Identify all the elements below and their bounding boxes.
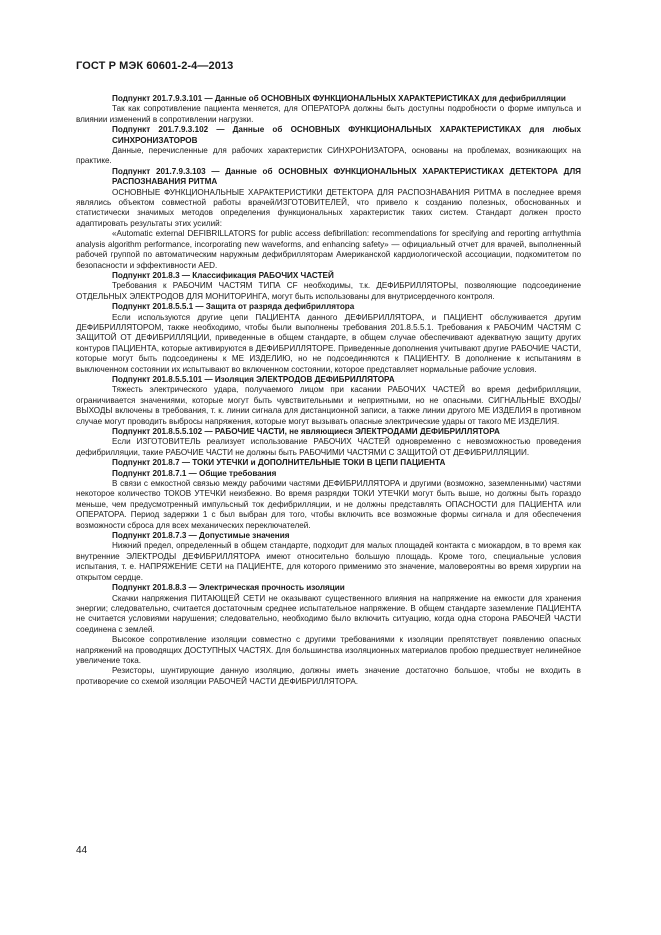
- body-paragraph: Если используются другие цепи ПАЦИЕНТА данного ДЕФИБРИЛЛЯТОРА, и ПАЦИЕНТ обслуживается другим ДЕФИБРИЛЛЯТОРОМ, также необходимо, чтобы были выполнены требования 201.8.5.5.1. Требования к РАБОЧИМ ЧАСТЯМ С ЗАЩИТОЙ ОТ ДЕФИБРИЛЛЯЦИИ, приведенные в общем стандарте, в общем случае обеспечивают адекватную защиту других контуров ПАЦИЕНТА, которые активируются в ДЕФИБРИЛЛЯТОРЕ. Приведенные дополнения учитывают другие РАБОЧИЕ ЧАСТИ, которые могут быть подсоединены к МЕ ИЗДЕЛИЮ, но не подсоединяются к ПАЦИЕНТУ. В дополнение к испытаниям в выключенном состоянии их испытывают во включенном состоянии, которое представляет нормальные рабочие условия.: [76, 312, 581, 374]
- subclause-heading: Подпункт 201.8.7 — ТОКИ УТЕЧКИ и ДОПОЛНИТЕЛЬНЫЕ ТОКИ В ЦЕПИ ПАЦИЕНТА: [112, 458, 446, 468]
- page-number: 44: [76, 845, 88, 856]
- subclause-heading: Подпункт 201.8.5.5.102 — РАБОЧИЕ ЧАСТИ, не являющиеся ЭЛЕКТРОДАМИ ДЕФИБРИЛЛЯТОРА: [112, 427, 500, 436]
- body-paragraph: Так как сопротивление пациента меняется, для ОПЕРАТОРА должны быть доступны подробности о форме импульса и влиянии изменений в сопротивлении нагрузки.: [76, 104, 581, 124]
- body-paragraph: ОСНОВНЫЕ ФУНКЦИОНАЛЬНЫЕ ХАРАКТЕРИСТИКИ ДЕТЕКТОРА ДЛЯ РАСПОЗНАВАНИЯ РИТМА в последнее время являлись объектом совместной работы врачей/ИЗГОТОВИТЕЛЕЙ, что привело к созданию полезных, обоснованных и статистически значимых методов определения функциональных характеристик таких систем. Стандарт должен просто адаптировать результаты этих усилий:: [76, 187, 581, 228]
- subclause-heading: Подпункт 201.7.9.3.102 — Данные об ОСНОВНЫХ ФУНКЦИОНАЛЬНЫХ ХАРАКТЕРИСТИКАХ для любых СИНХРОНИЗАТОРОВ: [112, 125, 581, 145]
- body-paragraph: Скачки напряжения ПИТАЮЩЕЙ СЕТИ не оказывают существенного влияния на напряжение на емкости для хранения энергии; следовательно, считается достаточным среднее испытательное напряжение. В общем стандарте заземление ПАЦИЕНТА не считается условиями нарушения; следовательно, необходимо было включить ситуацию, когда одна сторона РАБОЧЕЙ ЧАСТИ соединена с землей.: [76, 593, 581, 634]
- body-paragraph: Резисторы, шунтирующие данную изоляцию, должны иметь значение достаточно большое, чтобы не входить в противоречие со схемой изоляции РАБОЧЕЙ ЧАСТИ ДЕФИБРИЛЛЯТОРА.: [76, 666, 581, 686]
- subclause-heading: Подпункт 201.8.3 — Классификация РАБОЧИХ ЧАСТЕЙ: [112, 270, 334, 280]
- body-paragraph: Если ИЗГОТОВИТЕЛЬ реализует использование РАБОЧИХ ЧАСТЕЙ одновременно с невозможностью проведения дефибрилляции, такие РАБОЧИЕ ЧАСТИ не должны быть РАБОЧИМИ ЧАСТЯМИ С ЗАЩИТОЙ ОТ ДЕФИБРИЛЛЯЦИИ.: [76, 437, 581, 457]
- body-text: [76, 94, 581, 687]
- subclause-heading: Подпункт 201.8.7.3 — Допустимые значения: [112, 531, 290, 541]
- subclause-heading: Подпункт 201.8.8.3 — Электрическая прочность изоляции: [112, 583, 345, 593]
- subclause-heading: Подпункт 201.8.7.1 — Общие требования: [112, 468, 277, 478]
- body-paragraph: Высокое сопротивление изоляции совместно с другими требованиями к изоляции препятствует появлению опасных напряжений на проводящих ДОСТУПНЫХ ЧАСТЯХ. Для большинства изоляционных материалов пробою предшествует нелинейное увеличение тока.: [76, 635, 581, 665]
- body-paragraph: Требования к РАБОЧИМ ЧАСТЯМ ТИПА CF необходимы, т.к. ДЕФИБРИЛЛЯТОРЫ, позволяющие подсоединение ОТДЕЛЬНЫХ ЭЛЕКТРОДОВ ДЛЯ МОНИТОРИНГА, могут быть использованы для внутрисердечного контроля.: [76, 281, 581, 301]
- subclause-heading: Подпункт 201.8.5.5.1 — Защита от разряда дефибриллятора: [112, 302, 355, 312]
- body-paragraph: В связи с емкостной связью между рабочими частями ДЕФИБРИЛЛЯТОРА и другими (возможно, заземленными) частями некоторое количество ТОКОВ УТЕЧКИ неизбежно. Во время разрядки ТОКИ УТЕЧКИ могут быть выше, но должны быть гораздо меньше, чем предусмотренный импульсный ток дефибрилляции, и не должны представлять ОПАСНОСТИ для ПАЦИЕНТА или ОПЕРАТОРА. Период задержки 1 с был выбран для того, чтобы включить все возможные формы сигнала и для обеспечения возможности сброса для всех механических переключателей.: [76, 479, 581, 530]
- subclause-heading: Подпункт 201.7.9.3.103 — Данные об ОСНОВНЫХ ФУНКЦИОНАЛЬНЫХ ХАРАКТЕРИСТИКАХ ДЕТЕКТОРА ДЛЯ РАСПОЗНАВАНИЯ РИТМА: [112, 166, 581, 187]
- subclause-heading: Подпункт 201.8.5.5.101 — Изоляция ЭЛЕКТРОДОВ ДЕФИБРИЛЛЯТОРА: [112, 374, 395, 384]
- body-paragraph: Данные, перечисленные для рабочих характеристик СИНХРОНИЗАТОРА, основаны на проблемах, возникающих на практике.: [76, 146, 581, 166]
- body-paragraph: Тяжесть электрического удара, получаемого лицом при касании РАБОЧИХ ЧАСТЕЙ во время дефибрилляции, ограничивается значениями, которые могут быть чувствительными и неприятными, но не опасными. СИГНАЛЬНЫЕ ВХОДЫ/ВЫХОДЫ включены в требования, т. к. линии сигнала для дистанционной записи, а также линии другого МЕ ИЗДЕЛИЯ в противном случае могут проводить выбросы напряжения, которые могут вызывать опасные электрические удары от такого МЕ ИЗДЕЛИЯ.: [76, 385, 581, 426]
- body-paragraph: «Automatic external DEFIBRILLATORS for public access defibrillation: recommendations for specifying and reporting arrhythmia analysis algorithm performance, incorporating new waveforms, and enhancing safety» — официальный отчет для врачей, выполненный рабочей группой по автоматическим наружным дефибрилляторам Американской кардиологической ассоциации, подкомитетом по безопасности и эффективности AED.: [76, 229, 581, 270]
- body-paragraph: Нижний предел, определенный в общем стандарте, подходит для малых площадей контакта с миокардом, в то время как внутренние ЭЛЕКТРОДЫ ДЕФИБРИЛЛЯТОРА имеют относительно большую площадь. Кроме того, специальные условия испытания, т. е. НАПРЯЖЕНИЕ СЕТИ на ПАЦИЕНТЕ, для которого применимо это значение, маловероятны во время хирургии на открытом сердце.: [76, 541, 581, 582]
- subclause-heading: Подпункт 201.7.9.3.101 — Данные об ОСНОВНЫХ ФУНКЦИОНАЛЬНЫХ ХАРАКТЕРИСТИКАХ для дефибрилляции: [112, 94, 566, 103]
- standard-header: ГОСТ Р МЭК 60601-2-4—2013: [76, 60, 234, 72]
